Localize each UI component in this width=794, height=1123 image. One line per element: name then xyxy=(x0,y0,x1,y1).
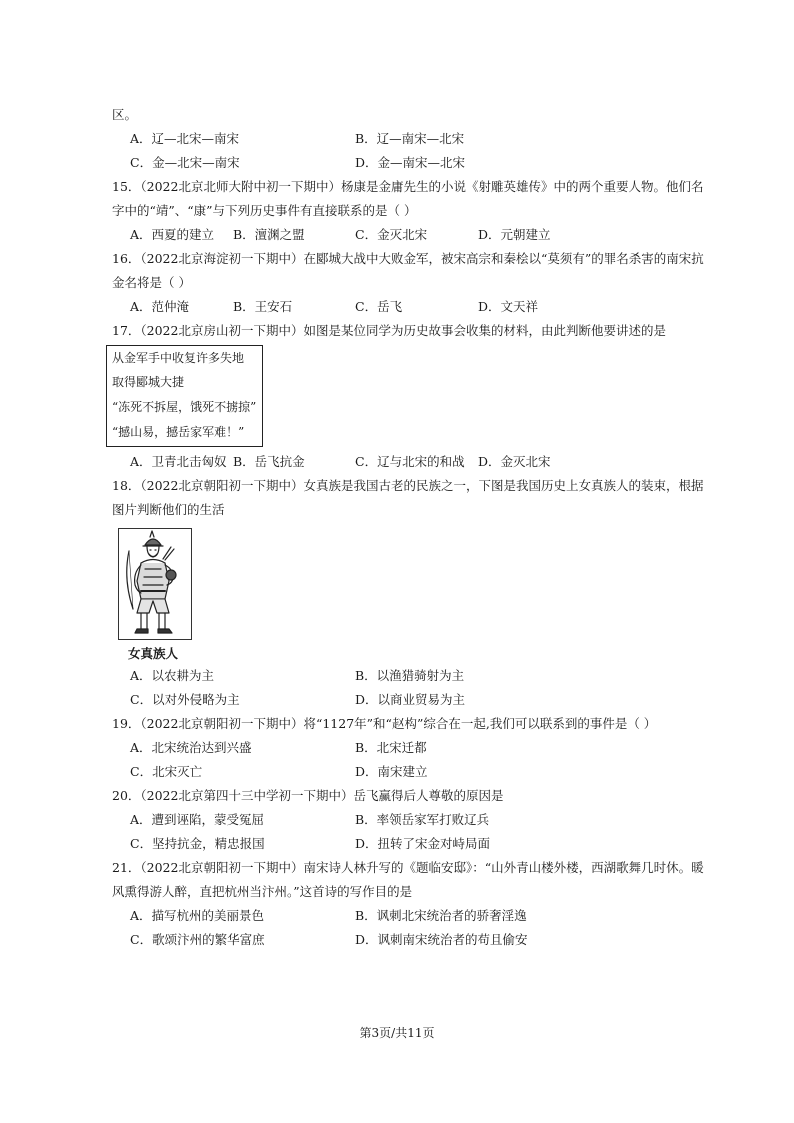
q16-option-d: D．文天祥 xyxy=(478,299,539,314)
q20-option-b: B．率领岳家军打败辽兵 xyxy=(355,812,490,827)
q21-text-2: 风熏得游人醉，直把杭州当汴州。”这首诗的写作目的是 xyxy=(112,884,413,899)
q17-material-line: “冻死不拆屋，饿死不掳掠” xyxy=(112,400,257,414)
q20-text-1: 20．（2022北京第四十三中学初一下期中）岳飞赢得后人尊敬的原因是 xyxy=(112,788,504,803)
q16-option-a: A．范仲淹 xyxy=(130,299,190,314)
q21-option-a: A．描写杭州的美丽景色 xyxy=(130,908,265,923)
q19-option-c: C．北宋灭亡 xyxy=(130,764,203,779)
q14-option-a: A．辽—北宋—南宋 xyxy=(130,131,240,146)
q18-text-2: 图片判断他们的生活 xyxy=(112,502,225,517)
q19-text-1: 19．（2022北京朝阳初一下期中）将“1127年”和“赵构”综合在一起,我们可以联系到的事件是（ ） xyxy=(112,716,657,731)
q14-text-tail: 区。 xyxy=(112,107,138,122)
figure-caption: 女真族人 xyxy=(128,646,179,661)
q18-option-c: C．以对外侵略为主 xyxy=(130,692,240,707)
q18-option-b: B．以渔猎骑射为主 xyxy=(355,668,465,683)
q16-text-2: 金名将是（ ） xyxy=(112,275,191,290)
q18-option-d: D．以商业贸易为主 xyxy=(355,692,466,707)
q20-option-d: D．扭转了宋金对峙局面 xyxy=(355,836,491,851)
q16-option-c: C．岳飞 xyxy=(355,299,403,314)
q18-text-1: 18．（2022北京朝阳初一下期中）女真族是我国古老的民族之一，下图是我国历史上女真族人的装束，根据 xyxy=(112,478,704,493)
jurchen-figure-image xyxy=(118,528,192,640)
q20-option-a: A．遭到诬陷，蒙受冤屈 xyxy=(130,812,265,827)
q15-option-b: B．澶渊之盟 xyxy=(233,227,305,242)
q14-option-d: D．金—南宋—北宋 xyxy=(355,155,466,170)
q18-option-a: A．以农耕为主 xyxy=(130,668,215,683)
q16-option-b: B．王安石 xyxy=(233,299,293,314)
q21-option-d: D．讽刺南宋统治者的苟且偷安 xyxy=(355,932,528,947)
q14-option-b: B．辽—南宋—北宋 xyxy=(355,131,465,146)
q17-material-line: “撼山易，撼岳家军难！” xyxy=(112,425,245,439)
q17-material-line: 取得郾城大捷 xyxy=(112,375,185,389)
q19-option-b: B．北宋迁都 xyxy=(355,740,427,755)
q15-option-d: D．元朝建立 xyxy=(478,227,551,242)
q17-option-d: D．金灭北宋 xyxy=(478,454,551,469)
q17-text-1: 17．（2022北京房山初一下期中）如图是某位同学为历史故事会收集的材料，由此判断他要讲述的是 xyxy=(112,323,666,338)
q17-material-line: 从金军手中收复许多失地 xyxy=(112,351,245,365)
jurchen-warrior-illustration xyxy=(119,529,190,638)
q15-option-a: A．西夏的建立 xyxy=(130,227,215,242)
q15-text-2: 字中的“靖”、“康”与下列历史事件有直接联系的是（ ） xyxy=(112,203,417,218)
q21-option-b: B．讽刺北宋统治者的骄奢淫逸 xyxy=(355,908,527,923)
q15-option-c: C．金灭北宋 xyxy=(355,227,428,242)
page-number: 第3页/共11页 xyxy=(359,1026,435,1040)
q17-option-a: A．卫青北击匈奴 xyxy=(130,454,227,469)
q21-option-c: C．歌颂汴州的繁华富庶 xyxy=(130,932,265,947)
q17-material-box xyxy=(106,345,263,447)
q16-text-1: 16．（2022北京海淀初一下期中）在郾城大战中大败金军，被宋高宗和秦桧以“莫须有”的罪名杀害的南宋抗 xyxy=(112,251,704,266)
q14-option-c: C．金—北宋—南宋 xyxy=(130,155,240,170)
q15-text-1: 15．（2022北京北师大附中初一下期中）杨康是金庸先生的小说《射雕英雄传》中的两个重要人物。他们名 xyxy=(112,179,704,194)
q17-option-c: C．辽与北宋的和战 xyxy=(355,454,465,469)
q19-option-d: D．南宋建立 xyxy=(355,764,428,779)
q21-text-1: 21．（2022北京朝阳初一下期中）南宋诗人林升写的《题临安邸》：“山外青山楼外楼，西湖歌舞几时休。暖 xyxy=(112,860,704,875)
q20-option-c: C．坚持抗金，精忠报国 xyxy=(130,836,265,851)
q17-option-b: B．岳飞抗金 xyxy=(233,454,305,469)
q19-option-a: A．北宋统治达到兴盛 xyxy=(130,740,252,755)
